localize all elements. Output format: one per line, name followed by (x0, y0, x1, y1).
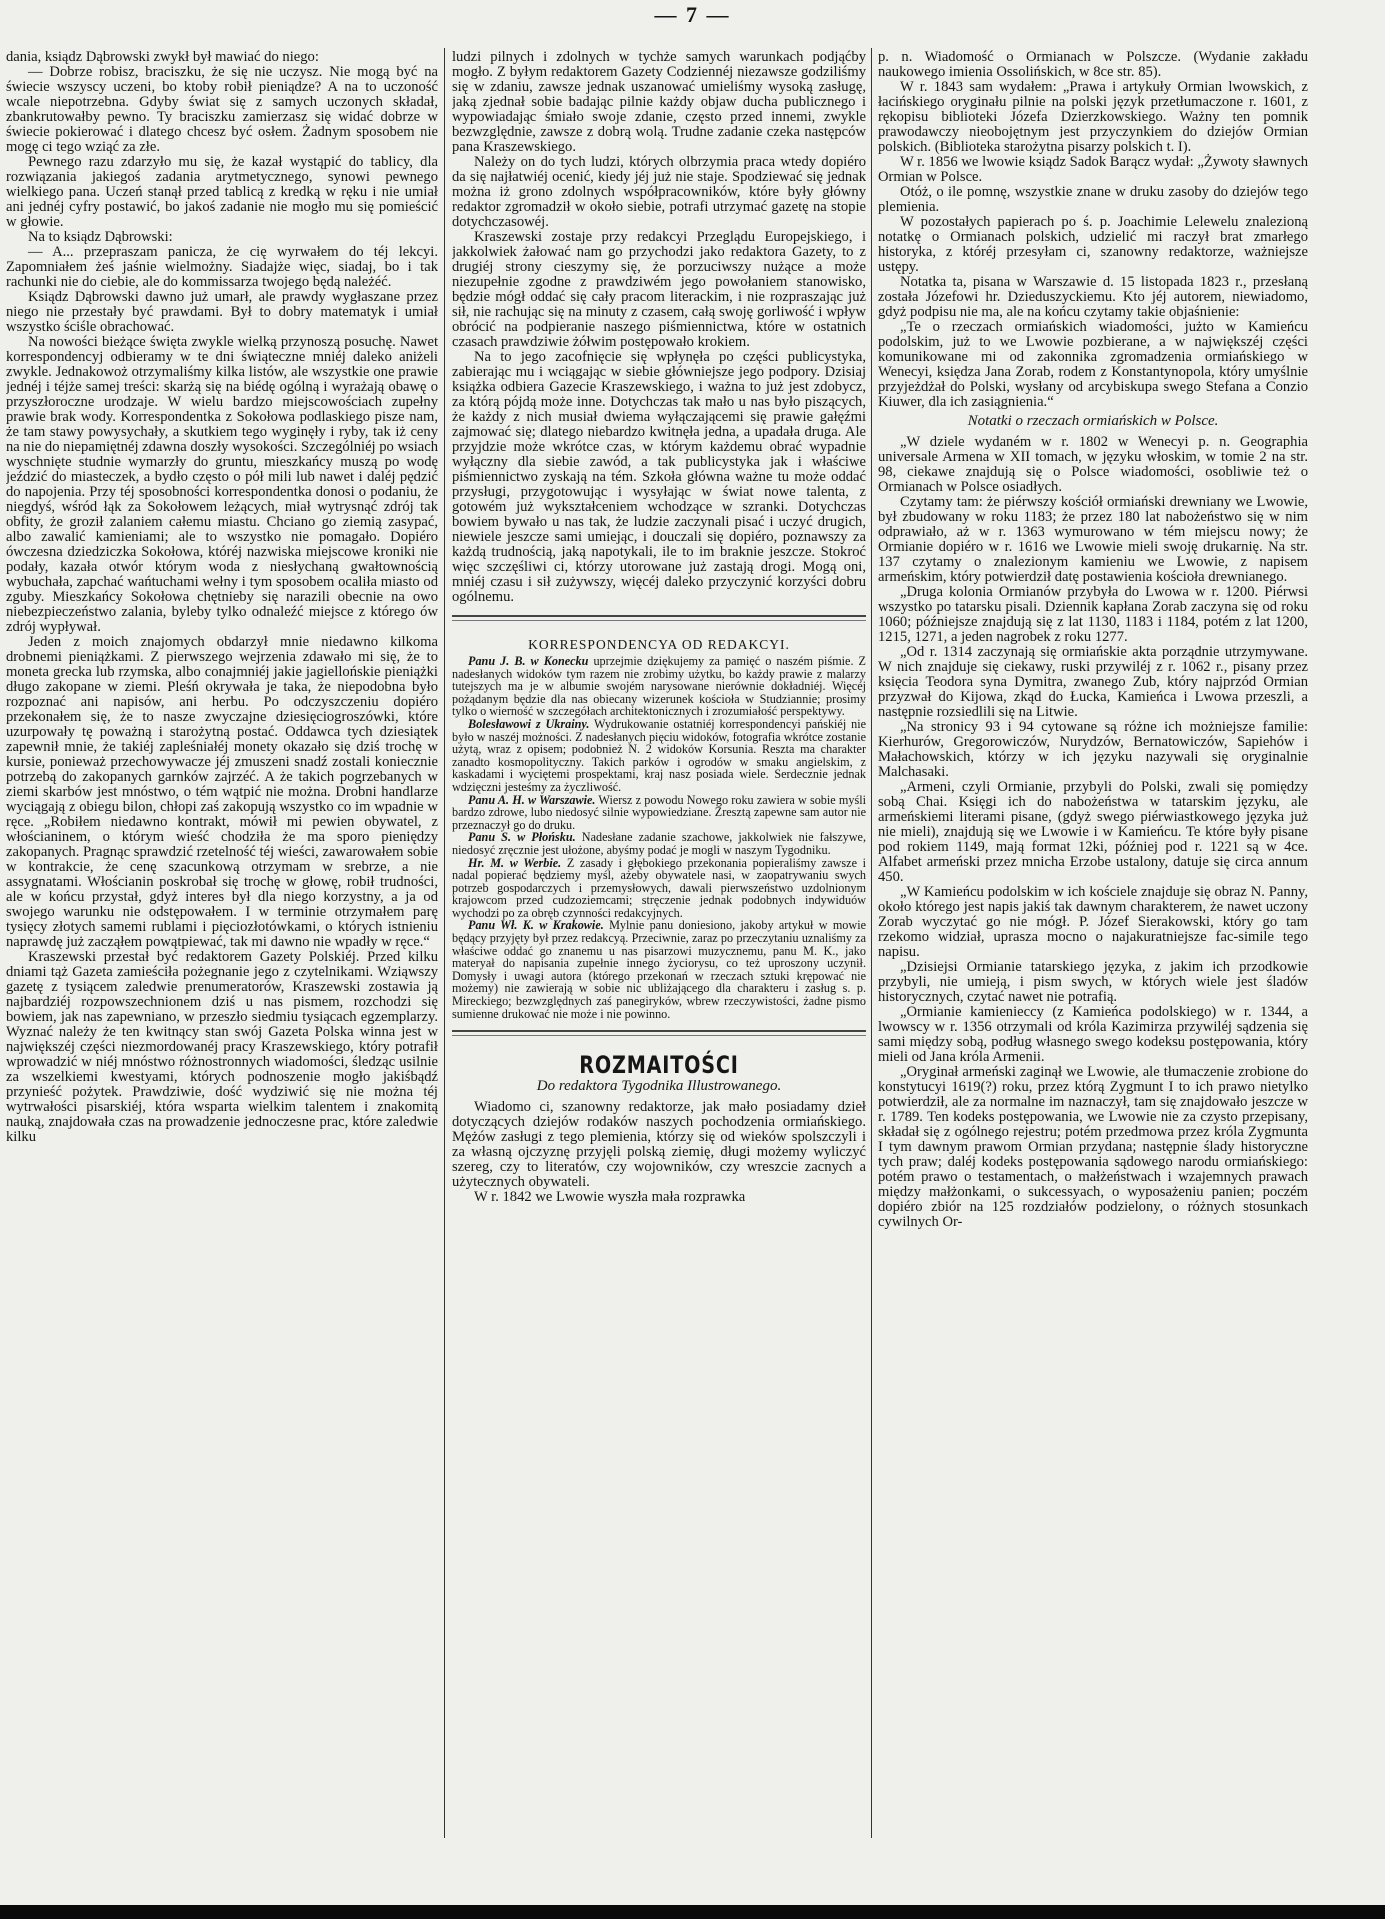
paragraph: Ksiądz Dąbrowski dawno już umarł, ale prawdy wygłaszane przez niego nie przestały być prawdami. Był to dobry matematyk i umiał wszystko ściśle obrachować. (6, 289, 438, 335)
miscellany-heading: ROZMAITOŚCI (579, 1051, 739, 1080)
paragraph: „W Kamieńcu podolskim w ich kościele znajduje się obraz N. Panny, około którego jest napis jakiś tak dawnym charakterem, że nawet uczony Zorab wyczytać go nie mógł. P. Józef Sierakowski, który go tam rzekomo widział, uprasza mocno o najakuratniejsze fac-simile tego napisu. (878, 884, 1308, 960)
column-divider (871, 48, 872, 1838)
article-kraszewski (452, 50, 866, 605)
correspondence-section (452, 637, 866, 1020)
correspondence-text: Nadesłane zadanie szachowe, jakkolwiek nie fałszywe, niedosyć zręcznie jest ułożone, abyśmy podać je mogli w naszym Tygodniku. (452, 830, 866, 857)
paragraph: W r. 1856 we lwowie ksiądz Sadok Barącz wydał: „Żywoty sławnych Ormian w Polsce. (878, 154, 1308, 185)
paragraph: Jeden z moich znajomych obdarzył mnie niedawno kilkoma drobnemi pieniążkami. Z pierwszego wejrzenia zdawało mi się, że to moneta grecka lub rzymska, albo conajmniéj jakie jagiellońskie pieniążki długo zakopane w ziemi. Pleśń okrywała je taka, że niepodobna było rozpoznać ani napisów, ani herbu. Po odczyszczeniu dopiéro przekonałem się, że to nasze zwyczajne dziesięciogroszówki, które uzurpowały tę poważną i starożytną postać. Oddawca tych dziesiątek zapewnił mnie, że takiéj zapleśniałéj monety okazało się dziś trochę w kursie, ponieważ przechowywacze jéj zmuszeni snadź zostali koniecznie potrzebą do zakopanych garnków zajrzéć. A że takich pogrzebanych w ziemi skarbów jest mnóstwo, o tém wątpić nie można. Drobni handlarze wyciągają z obiegu bilon, chłopi zaś zakopują wszystko co im wpadnie w ręce. „Robiłem niedawno kontrakt, mówił mi pewien obywatel, z włościaninem, o którym wieść chodziła że ma sporo pieniędzy zakopanych. Pragnąc sprawdzić rzetelność téj wieści, zawarowałem sobie w kontrakcie, że cenę szacunkową otrzymam w srebrze, a nie assygnatami. Włościanin poskrobał się trochę w głowę, robił trudności, ale w końcu przystał, gdyż interes był dla niego korzystny, a ja od swojego warunku nie odstępowałem. I w terminie otrzymałem parę tysięcy złotych samemi rublami i pięciozłotówkami, o których istnieniu naprawdę już zacząłem powątpiewać, tak mi dawno nie wpadły w ręce.“ (6, 634, 438, 950)
paragraph: Wiadomo ci, szanowny redaktorze, jak mało posiadamy dzieł dotyczących dziejów rodaków naszych pochodzenia ormiańskiego. Mężów zasługi z tego plemienia, którzy się od wieków spolszczyli i za własną ojczyznę przyjęli polską ziemię, długi możemy wyliczyć szereg, czy to literatów, czy wojowników, czy wreszcie zacnych a użytecznych obywateli. (452, 1099, 866, 1191)
scan-border (0, 1905, 1385, 1919)
paragraph: W r. 1843 sam wydałem: „Prawa i artykuły Ormian lwowskich, z łacińskiego oryginału pilnie na polski język przetłumaczone r. 1601, z rękopisu biblioteki Józefa Dzierzkowskiego. Ważny ten pomnik prawodawczy nieobojętnym jest przyczynkiem do dziejów Ormian polskich. (Biblioteka starożytna pisarzy polskich t. I). (878, 79, 1308, 155)
section-divider (452, 1030, 866, 1036)
paragraph: „Na stronicy 93 i 94 cytowane są różne ich możniejsze familie: Kierhurów, Gregorowiczów, Nurydzów, Bernatowiczów, Sapiehów i Małachowskich, którzy w ich języku nazywali się oryginalnie Malchasaki. (878, 719, 1308, 780)
correspondence-addressee: Panu J. B. w Konecku (468, 654, 589, 668)
correspondence-addressee: Panu Wł. K. w Krakowie. (468, 918, 604, 933)
correspondence-entries (452, 655, 866, 1020)
miscellany-subheading: Do redaktora Tygodnika Illustrowanego. (536, 1078, 782, 1095)
paragraph: „Dzisiejsi Ormianie tatarskiego języka, z jakim ich przodkowie przybyli, nie umieją, i pism swych, w których wiele jest śladów historycznych, czytać nawet nie potrafią. (878, 959, 1308, 1005)
paragraph: „Oryginał armeński zaginął we Lwowie, ale tłumaczenie zrobione do konstytucyi 1619(?) roku, przez którą Zygmunt I to ich prawo nietylko potwierdził, ale za normalne im naznaczył, tam się znajdowało jeszcze w r. 1789. Ten kodeks postępowania, we Lwowie nie za czysto przepisany, składał się z ogólnego rejestru; potém przedmowa przez króla Zygmunta I tym dawnym prawom Ormian przydana; następnie ślady historyczne tych praw; daléj kodeks postępowania sądowego narodu ormiańskiego: potém prawo o testamentach, o małżeństwach i wzajemnych prawach między małżonkami, o sukcessyach, o wyposażeniu panien; poczém dopiéro zbiór na 125 rozdziałów podzielony, o różnych stosunkach cywilnych Or- (878, 1064, 1308, 1230)
correspondence-text: uprzejmie dziękujemy za pamięć o naszém piśmie. Z nadesłanych widoków tym razem nie zrobimy użytku, bo każdy prawie z malarzy tutejszych ma je w albumie swojém narysowane nierównie dokładniéj. Więcéj pożądanym będzie dla nas obiecany wizerunek kościoła w Studziannie; prosimy tylko o wierność w szczegółach architektonicznych i zrozumiałość perspektywy. (452, 654, 866, 719)
correspondence-addressee: Panu A. H. w Warszawie. (468, 792, 596, 807)
paragraph: dania, ksiądz Dąbrowski zwykł był mawiać do niego: (6, 50, 319, 65)
correspondence-entry (452, 718, 866, 794)
paragraph: Notatka ta, pisana w Warszawie d. 15 listopada 1823 r., przesłaną została Józefowi hr. Dzieduszyckiemu. Kto jéj autorem, niewiadomo, gdyż podpisu nie ma, ale na końcu czytamy takie objaśnienie: (878, 274, 1308, 320)
correspondence-entry (452, 919, 866, 1020)
paragraph: p. n. Wiadomość o Ormianach w Polszcze. (Wydanie zakładu naukowego imienia Ossolińskich, w 8ce str. 85). (878, 50, 1308, 80)
paragraph: — Dobrze robisz, braciszku, że się nie uczysz. Nie mogą być na świecie wszyscy uczeni, bo ktoby robił pieniądze? A na to uczoność wcale niepotrzebna. Gdyby świat się z samych uczonych składał, zbankrutowałby pewno. Ty braciszku zamierzasz się widać dobrze w świecie pokierować i dlatego chcesz być osłem. Żadnym sposobem nie mogę ci tego wziąć za złe. (6, 64, 438, 155)
miscellany-section (452, 1051, 866, 1206)
correspondence-entry (452, 857, 866, 920)
column-3 (878, 50, 1308, 1840)
paragraph: „Armeni, czyli Ormianie, przybyli do Polski, zwali się pomiędzy sobą Chai. Księgi ich do nabożeństwa w tatarskim języku, ale armeńskiemi literami pisane, (gdyż swego piérwiastkowego języka już nie mieli), znajdują się we Lwowie i w Kamieńcu. Te które były pisane pod rokiem 1149, mają format 12ki, później pod r. 1221 są w 4ce. Alfabet armeński przez mnicha Erzobe ustalony, datuje się circa annum 450. (878, 779, 1308, 885)
armenians-notes (878, 435, 1308, 1230)
column-divider (444, 48, 445, 1838)
paragraph: Na to ksiądz Dąbrowski: (28, 229, 173, 245)
column-1 (6, 50, 438, 1840)
notes-subheading: Notatki o rzeczach ormiańskich w Polsce. (967, 413, 1219, 429)
armenians-letter (878, 50, 1308, 410)
correspondence-entry (452, 655, 866, 718)
correspondence-entry (452, 831, 866, 856)
paragraph: „Ormianie kamienieccy (z Kamieńca podolskiego) w r. 1344, a lwowscy w r. 1356 otrzymali od króla Kazimirza przywiléj sądzenia się sami między sobą, podług własnego swego kodeksu postępowania, który mieli od Jana króla Armenii. (878, 1004, 1308, 1065)
page-number: — 7 — (654, 2, 731, 27)
section-divider (452, 615, 866, 621)
paragraph: „Od r. 1314 zaczynają się ormiańskie akta porządnie utrzymywane. W nich znajduje się ciekawy, ruski przywiléj z r. 1062 r., pisany przez księcia Teodora syna Dymitra, zwanego Zub, który najprzód Ormian przyzwał do Kijowa, zkąd do Łucka, Kamieńca i Lwowa przeszli, a następnie rozsiedlili się na Litwie. (878, 644, 1308, 720)
correspondence-entry (452, 794, 866, 832)
paragraph: „Te o rzeczach ormiańskich wiadomości, jużto w Kamieńcu podolskim, już to we Lwowie pozbierane, a w największéj części komunikowane mi od zakonnika zgromadzenia ormiańskiego w Wenecyi, księdza Jana Zorab, rodem z Konstantynopola, który umyślnie przyjeżdżał do Polski, wysłany od arcybiskupa swego Stefana a Conzio Kiuwer, dla ich zasiągnienia.“ (878, 319, 1308, 410)
paragraph: — A... przepraszam panicza, że cię wyrwałem do téj lekcyi. Zapomniałem żeś jaśnie wielmożny. Siadajże więc, siadaj, bo i tak rachunki nie do ciebie, ale do kommissarza twojego będą należéć. (6, 244, 438, 290)
paragraph: „Druga kolonia Ormianów przybyła do Lwowa w r. 1200. Piérwsi wszystko po tatarsku pisali. Dziennik kapłana Zorab zaczyna się od roku 1060; późniejsze znajdują się z lat 1130, 1183 i 1184, potém z lat 1200, 1215, 1271, a jeden nagrobek z roku 1277. (878, 584, 1308, 645)
paragraph: ludzi pilnych i zdolnych w tychże samych warunkach podjąćby mogło. Z byłym redaktorem Gazety Codziennéj niezawsze godziliśmy się w zdaniu, zawsze jednak uszanować umieliśmy wysoką zasługę, jaką zjednał sobie badając pilnie każdy objaw ducha publicznego i wypowiadając śmiało swoje zdanie, często przed innemi, zwykle bezwzględnie, zawsze z dobrą wolą. Trudne zadanie czeka następców pana Kraszewskiego. (452, 50, 866, 155)
correspondence-addressee: Hr. M. w Werbie. (468, 855, 562, 870)
paragraph: „W dziele wydaném w r. 1802 w Wenecyi p. n. Geographia universale Armena w XII tomach, w języku włoskim, w tomie 2 na str. 98, ciekawe znajdują się o Polsce wiadomości, osobliwie też o Ormianach w Polsce osiadłych. (878, 434, 1308, 495)
paragraph: Należy on do tych ludzi, których olbrzymia praca wtedy dopiéro da się najłatwiéj ocenić, kiedy jéj już nie staje. Spodziewać się jednak można iż grono zdolnych współpracowników, które były główny redaktor zgromadził w około siebie, potrafi utrzymać gazetę na stopie dotychczasowéj. (452, 154, 866, 230)
paragraph: W r. 1842 we Lwowie wyszła mała rozprawka (474, 1189, 746, 1206)
paragraph: W pozostałych papierach po ś. p. Joachimie Lelewelu znalezioną notatkę o Ormianach polskich, udzielić mi raczył brat zmarłego historyka, z któréj przesyłam ci, szanowny redaktorze, ważniejsze ustępy. (878, 214, 1308, 275)
paragraph: Na nowości bieżące święta zwykle wielką przynoszą posuchę. Nawet korrespondencyj odbieramy w te dni świąteczne mniéj daleko aniżeli zwykle. Jednakowoż otrzymaliśmy kilka listów, ale wszystkie one prawie jednéj i téjże samej treści: skarżą się na biédę ogólną i wyrażają obawę o przyszłoroczne urodzaje. W wielu bardzo miejscowościach zupełny prawie brak wody. Korrespondentka z Sokołowa podlaskiego pisze nam, że tam stawy powysychały, a skutkiem tego wyginęły i ryby, tak iż ceny na nie do niepamiętnéj zdawna doszły wysokości. Szczególniéj po wsiach wyschnięte studnie wymarzły do gruntu, mieszkańcy muszą po wodę jeździć do miasteczek, a bydło często o pół mili lub nawet i daléj pędzić do napojenia. Przy téj sposobności korrespondentka donosi o podaniu, że niegdyś, wśród łąk za Sokołowem leżących, miał wytrysnąć zdrój tak obfity, że groził zalaniem całemu miastu. Chciano go ziemią zasypać, albo zawalić kamieniami; ale to wszystko nie pomagało. Dopiéro ówczesna dziedziczka Sokołowa, któréj nazwiska miejscowe kroniki nie podały, kazała otwór którym woda z niesłychaną gwałtownością wybuchała, zapchać wańtuchami wełny i tym sposobem ocaliła miasto od zguby. Mieszkańcy Sokołowa chętnieby się narazili obecnie na owo niebezpieczeństwo zalania, byleby tylko odnaleźć miejsce z którego ów zdrój wypływał. (6, 334, 438, 635)
correspondence-text: Z zasady i głębokiego przekonania popieraliśmy zawsze i nadal popierać będziemy myśl, ażeby obywatele nasi, w zaopatrywaniu swych potrzeb gospodarczych i przemysłowych, dawali pierwszeństwo uzdolnionym krajowcom przed cudzoziemcami; stręczenie jednak podobnych indywiduów wychodzi po za obręb czynności redakcyjnych. (452, 855, 866, 920)
column-2 (452, 50, 866, 1840)
correspondence-addressee: Bolesławowi z Ukrainy. (468, 716, 590, 731)
article-chronicle (6, 50, 438, 1145)
paragraph: Czytamy tam: że piérwszy kościół ormiański drewniany we Lwowie, był zbudowany w roku 1183; że przez 180 lat nabożeństwo się w nim odprawiało, aż w r. 1363 wymurowano w tém miejscu nowy; że Ormianie dopiéro w r. 1616 we Lwowie mieli swoję drukarnię. Na str. 137 czytamy o znalezionym kamieniu we Lwowie, z napisem armeńskim, który potwierdził datę postawienia kościoła drewnianego. (878, 494, 1308, 585)
paragraph: Otóż, o ile pomnę, wszystkie znane w druku zasoby do dziejów tego plemienia. (878, 184, 1308, 215)
correspondence-text: Wiersz z powodu Nowego roku zawiera w sobie myśli bardzo zdrowe, lubo niedosyć silnie wypowiedziane. Zresztą zapewne sam autor nie przeznaczył go do druku. (452, 792, 866, 832)
correspondence-heading: KORRESPONDENCYA OD REDAKCYI. (528, 637, 790, 652)
correspondence-text: Mylnie panu doniesiono, jakoby artykuł w mowie będący przyjęty był przez redakcyą. Przeciwnie, zaraz po przeczytaniu uznaliśmy za właściwe oddać go znanemu u nas pisarzowi muzycznemu, panu M. K., jako materyał do napisania zupełnie innego życiorysu, co też uproszony uczynił. Domysły i uwagi autora (którego przekonań w rzeczach sztuki krępować nie możemy) nie zawierają w sobie nic ubliżającego dla charakteru i zasług s. p. Mireckiego; bezwzględnych zaś panegiryków, wbrew rzeczywistości, żadne pismo sumienne drukować nie może i nie powinno. (452, 918, 866, 1021)
miscellany-body (452, 1100, 866, 1205)
paragraph: Kraszewski przestał być redaktorem Gazety Polskiéj. Przed kilku dniami tąż Gazeta zamieściła pożegnanie jego z czytelnikami. Wziąwszy gazetę z tysiącem zaledwie prenumeratorów, Kraszewski zostawia ją najbardziéj rozpowszechnionem dziś u nas pismem, rozchodzi się bowiem, jak nas zapewniano, w przeszło siedmiu tysiącach egzemplarzy. Wyznać należy że ten kwitnący stan swój Gazeta Polska winna jest w największéj części niezmordowanéj pracy Kraszewskiego, który potrafił wprowadzić w niéj mnóstwo różnostronnych wiadomości, śledząc usilnie za wszelkiemi kwestyami, których podnoszenie mogło jakiśbądź przynieść pożytek. Prawdziwie, dość wydziwić się nie można téj wytrwałości pisarskiéj, która wsparta wielkim talentem i znakomitą nauką, znajdowała czas na prowadzenie jednoczesne prac, które zaledwie kilku (6, 949, 438, 1145)
paragraph: Na to jego zacofnięcie się wpłynęła po części publicystyka, zabierając mu i wciągając w siebie główniejsze jego podpory. Dzisiaj książka odbiera Gazecie Kraszewskiego, i ważna to już jest zdobycz, za którą pójdą może inne. Dotychczas tak mało u nas było piszących, że każdy z nich musiał dwiema wyłączającemi się prawie gałęźmi zajmować się; dlatego niebardzo kwitnęła jedna, a upadała druga. Ale przyjdzie może wkrótce czas, w którym każdemu obrać wypadnie wyłączny dla siebie zawód, a tak publicystyka jak i właściwe piśmiennictwo zyskają na tém. Szkoła główna ważne tu może oddać przysługi, przygotowując i wysyłając w świat nowe talenta, z gotowém już wykształceniem wchodzące w szranki. Dotychczas bowiem bywało u nas tak, że ludzie zaczynali pisać i uczyć drugich, niewiele jeszcze sami umiejąc, i douczali się dopiéro, poznawszy za każdą trudnością, jaką napotykali, ile to im braknie jeszcze. Stokroć więc szczęśliwi ci, którzy utorowane już zastają drogi. Mogą oni, mniéj czasu i sił zużywszy, więcéj daleko przyczynić korzyści dobru ogólnemu. (452, 349, 866, 605)
correspondence-text: Wydrukowanie ostatniéj korrespondencyi pańskiéj nie było w naszéj możności. Z nadesłanych pięciu widoków, fotografia wkrótce zostanie użytą, wraz z opisem; podobnież N. 2 widoków Korsunia. Reszta ma charakter zanadto kosmopolityczny. Takich parków i ogrodów w smaku angielskim, z kaskadami i wyciętemi prospektami, kraj nasz posiada wiele. Serdecznie jednak wdzięczni jesteśmy za życzliwość. (452, 716, 866, 794)
paragraph: Pewnego razu zdarzyło mu się, że kazał wystąpić do tablicy, dla rozwiązania jakiegoś zadania arytmetycznego, synowi pewnego wielkiego pana. Uczeń stanął przed tablicą z kredką w ręku i nie umiał ani jednéj cyfry postawić, bo jakoś zadanie nie mogło mu się pomieścić w głowie. (6, 154, 438, 230)
correspondence-addressee: Panu S. w Płońsku. (468, 830, 576, 845)
paragraph: Kraszewski zostaje przy redakcyi Przeglądu Europejskiego, i jakkolwiek żałować nam go przychodzi jako redaktora Gazety, to z drugiéj strony cieszymy się, że porzuciwszy nużące a może niezupełnie zgodne z prawdziwém jego powołaniem stanowisko, będzie mógł oddać się cały pracom literackim, i nie rozpraszając już sił, nie rachując się na minuty z czasem, całą swoję gorliwość i wpływ obrócić na podpieranie naszego piśmiennictwa, które w ostatnich czasach prawdziwie żółwim postępowało krokiem. (452, 229, 866, 350)
